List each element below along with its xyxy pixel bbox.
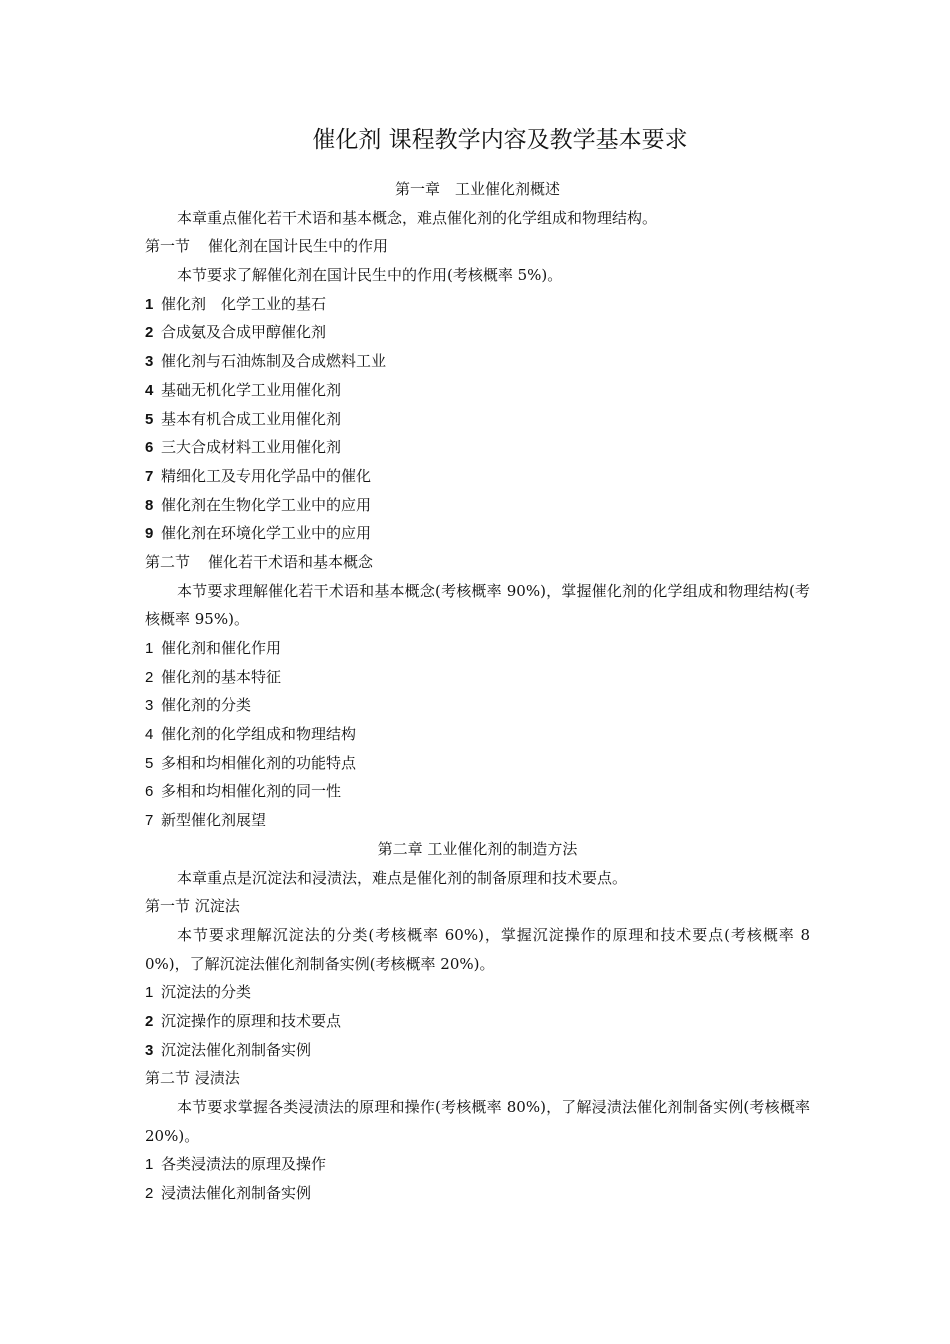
- chapter-2-section-1-requirement: 本节要求理解沉淀法的分类(考核概率 60%)，掌握沉淀操作的原理和技术要点(考核概率 80%)，了解沉淀法催化剂制备实例(考核概率 20%)。: [145, 925, 810, 973]
- chapter-2-section-2-requirement: 本节要求掌握各类浸渍法的原理和操作(考核概率 80%)，了解浸渍法催化剂制备实例(考核概率 20%)。: [145, 1098, 810, 1145]
- list-item: [145, 634, 810, 663]
- item-number: 6: [145, 783, 154, 801]
- item-text: 新型催化剂展望: [161, 811, 267, 830]
- item-text: 催化剂在环境化学工业中的应用: [161, 524, 372, 543]
- document-body: [145, 175, 810, 1208]
- item-text: 浸渍法催化剂制备实例: [161, 1184, 312, 1203]
- list-item: [145, 777, 810, 806]
- list-item: [145, 749, 810, 778]
- chapter-1-section-2-requirement: 本节要求理解催化若干术语和基本概念(考核概率 90%)，掌握催化剂的化学组成和物理结构(考核概率 95%)。: [145, 581, 810, 629]
- item-number: 1: [145, 295, 154, 313]
- item-number: 8: [145, 496, 154, 514]
- item-text: 合成氨及合成甲醇催化剂: [161, 323, 327, 342]
- list-item: [145, 318, 810, 347]
- list-item: [145, 1150, 810, 1179]
- item-number: 9: [145, 525, 154, 543]
- chapter-1-section-1-heading: [145, 232, 810, 261]
- list-item: [145, 290, 810, 319]
- list-item: [145, 462, 810, 491]
- list-item: [145, 433, 810, 462]
- item-number: 5: [145, 754, 154, 772]
- item-number: 1: [145, 1156, 154, 1174]
- chapter-1-heading: 第一章 工业催化剂概述: [394, 180, 560, 198]
- list-item: [145, 519, 810, 548]
- item-text: 沉淀法催化剂制备实例: [161, 1040, 312, 1059]
- item-text: 基础无机化学工业用催化剂: [161, 380, 342, 399]
- chapter-2-intro: 本章重点是沉淀法和浸渍法，难点是催化剂的制备原理和技术要点。: [177, 868, 628, 887]
- item-number: 3: [145, 697, 154, 715]
- chapter-1-section-1-requirement: 本节要求了解催化剂在国计民生中的作用(考核概率 5%)。: [177, 266, 563, 285]
- list-item: [145, 663, 810, 692]
- chapter-2-heading: 第二章 工业催化剂的制造方法: [377, 839, 578, 858]
- list-item: [145, 806, 810, 835]
- item-text: 沉淀法的分类: [161, 983, 252, 1002]
- item-text: 催化剂的基本特征: [161, 667, 282, 686]
- section-label: 第一节: [145, 237, 191, 256]
- list-item: [145, 376, 810, 405]
- list-item: [145, 1007, 810, 1036]
- list-item: [145, 1179, 810, 1208]
- item-number: 2: [145, 1185, 154, 1203]
- item-number: 6: [145, 439, 154, 457]
- item-number: 3: [145, 1041, 154, 1059]
- chapter-2-section-1-heading: [145, 892, 810, 921]
- list-item: [145, 491, 810, 520]
- item-text: 基本有机合成工业用催化剂: [161, 409, 342, 428]
- item-text: 三大合成材料工业用催化剂: [161, 438, 342, 457]
- section-title: 催化若干术语和基本概念: [208, 552, 374, 571]
- section-title: 催化剂在国计民生中的作用: [208, 237, 389, 256]
- chapter-2-section-2-heading: [145, 1064, 810, 1093]
- item-number: 7: [145, 812, 154, 830]
- item-text: 催化剂的化学组成和物理结构: [161, 725, 357, 744]
- item-number: 1: [145, 640, 154, 658]
- list-item: [145, 347, 810, 376]
- item-text: 催化剂的分类: [161, 696, 252, 715]
- item-number: 1: [145, 984, 154, 1002]
- item-text: 各类浸渍法的原理及操作: [161, 1155, 327, 1174]
- section-label: 第二节: [145, 552, 191, 571]
- list-item: [145, 978, 810, 1007]
- section-label: 第一节: [145, 897, 191, 916]
- item-number: 2: [145, 324, 154, 342]
- section-title: 沉淀法: [194, 897, 240, 916]
- item-text: 催化剂和催化作用: [161, 639, 282, 658]
- item-number: 4: [145, 726, 154, 744]
- item-number: 2: [145, 668, 154, 686]
- document-title: 催化剂 课程教学内容及教学基本要求: [312, 127, 688, 153]
- item-number: 4: [145, 381, 154, 399]
- item-number: 5: [145, 410, 154, 428]
- chapter-1-section-2-heading: [145, 548, 810, 577]
- item-text: 催化剂与石油炼制及合成燃料工业: [161, 352, 387, 371]
- item-text: 催化剂 化学工业的基石: [161, 294, 327, 313]
- section-title: 浸渍法: [194, 1069, 240, 1088]
- item-number: 3: [145, 353, 154, 371]
- item-text: 多相和均相催化剂的功能特点: [161, 753, 357, 772]
- section-label: 第二节: [145, 1069, 191, 1088]
- item-number: 7: [145, 467, 154, 485]
- item-text: 沉淀操作的原理和技术要点: [161, 1012, 342, 1030]
- list-item: [145, 405, 810, 434]
- list-item: [145, 1036, 810, 1065]
- list-item: [145, 720, 810, 749]
- item-text: 精细化工及专用化学品中的催化: [161, 466, 372, 485]
- list-item: [145, 691, 810, 720]
- chapter-1-intro: 本章重点催化若干术语和基本概念，难点催化剂的化学组成和物理结构。: [177, 208, 658, 227]
- item-number: 2: [145, 1013, 154, 1030]
- item-text: 催化剂在生物化学工业中的应用: [161, 495, 372, 514]
- item-text: 多相和均相催化剂的同一性: [161, 782, 342, 801]
